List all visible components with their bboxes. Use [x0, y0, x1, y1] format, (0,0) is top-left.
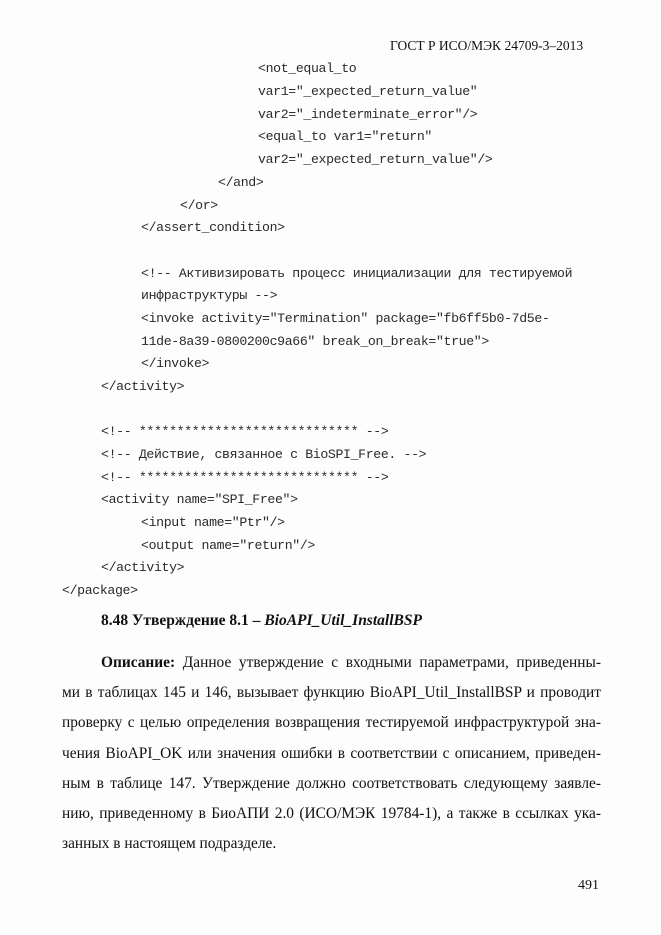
code-line: <invoke activity="Termination" package="fb6ff5b0-7d5e-	[141, 311, 550, 326]
code-line: </and>	[218, 175, 264, 190]
code-line: </or>	[180, 198, 218, 213]
section-heading	[101, 612, 422, 630]
code-line: var2="_indeterminate_error"/>	[258, 107, 478, 122]
code-comment: <!-- ***************************** -->	[101, 470, 389, 485]
code-line: <activity name="SPI_Free">	[101, 492, 298, 507]
code-line: </assert_condition>	[141, 220, 285, 235]
code-line: var1="_expected_return_value"	[258, 84, 478, 99]
code-comment: <!-- Действие, связанное с BioSPI_Free. -->	[101, 447, 427, 462]
paragraph-line: ным в таблице 147. Утверждение должно соответствовать следующему заявле-	[62, 774, 601, 792]
code-line: <input name="Ptr"/>	[141, 515, 285, 530]
paragraph-line: занных в настоящем подразделе.	[62, 835, 277, 853]
paragraph-line: ми в таблицах 145 и 146, вызывает функцию BioAPI_Util_InstallBSP и проводит	[62, 684, 601, 702]
code-line: </invoke>	[141, 356, 210, 371]
description-label: Описание:	[101, 654, 176, 671]
code-line: </package>	[62, 583, 138, 598]
code-line: <not_equal_to	[258, 61, 357, 76]
code-line: 11de-8a39-0800200c9a66" break_on_break="true">	[141, 334, 489, 349]
paragraph-line: Описание: Данное утверждение с входными параметрами, приведенны-	[101, 654, 601, 671]
section-number-title: 8.48 Утверждение 8.1 –	[101, 612, 265, 629]
code-comment: <!-- Активизировать процесс инициализации для тестируемой	[141, 266, 573, 281]
code-line: var2="_expected_return_value"/>	[258, 152, 493, 167]
code-line: <output name="return"/>	[141, 538, 315, 553]
code-comment: инфраструктуры -->	[141, 288, 278, 303]
paragraph-line: нию, приведенному в БиоАПИ 2.0 (ИСО/МЭК 19784-1), а также в ссылках ука-	[62, 805, 601, 823]
code-line: <equal_to var1="return"	[258, 129, 432, 144]
code-line: </activity>	[101, 560, 185, 575]
standard-header: ГОСТ Р ИСО/МЭК 24709-3–2013	[390, 38, 584, 53]
description-paragraph	[62, 648, 601, 859]
code-line: </activity>	[101, 379, 185, 394]
paragraph-line: чения BioAPI_OK или значения ошибки в соответствии с описанием, приведен-	[62, 744, 601, 762]
paragraph-line: проверку с целью определения возвращения тестируемой инфраструктурой зна-	[62, 714, 601, 732]
section-function-name: BioAPI_Util_InstallBSP	[264, 612, 422, 629]
code-comment: <!-- ***************************** -->	[101, 424, 389, 439]
page-number: 491	[578, 878, 599, 893]
